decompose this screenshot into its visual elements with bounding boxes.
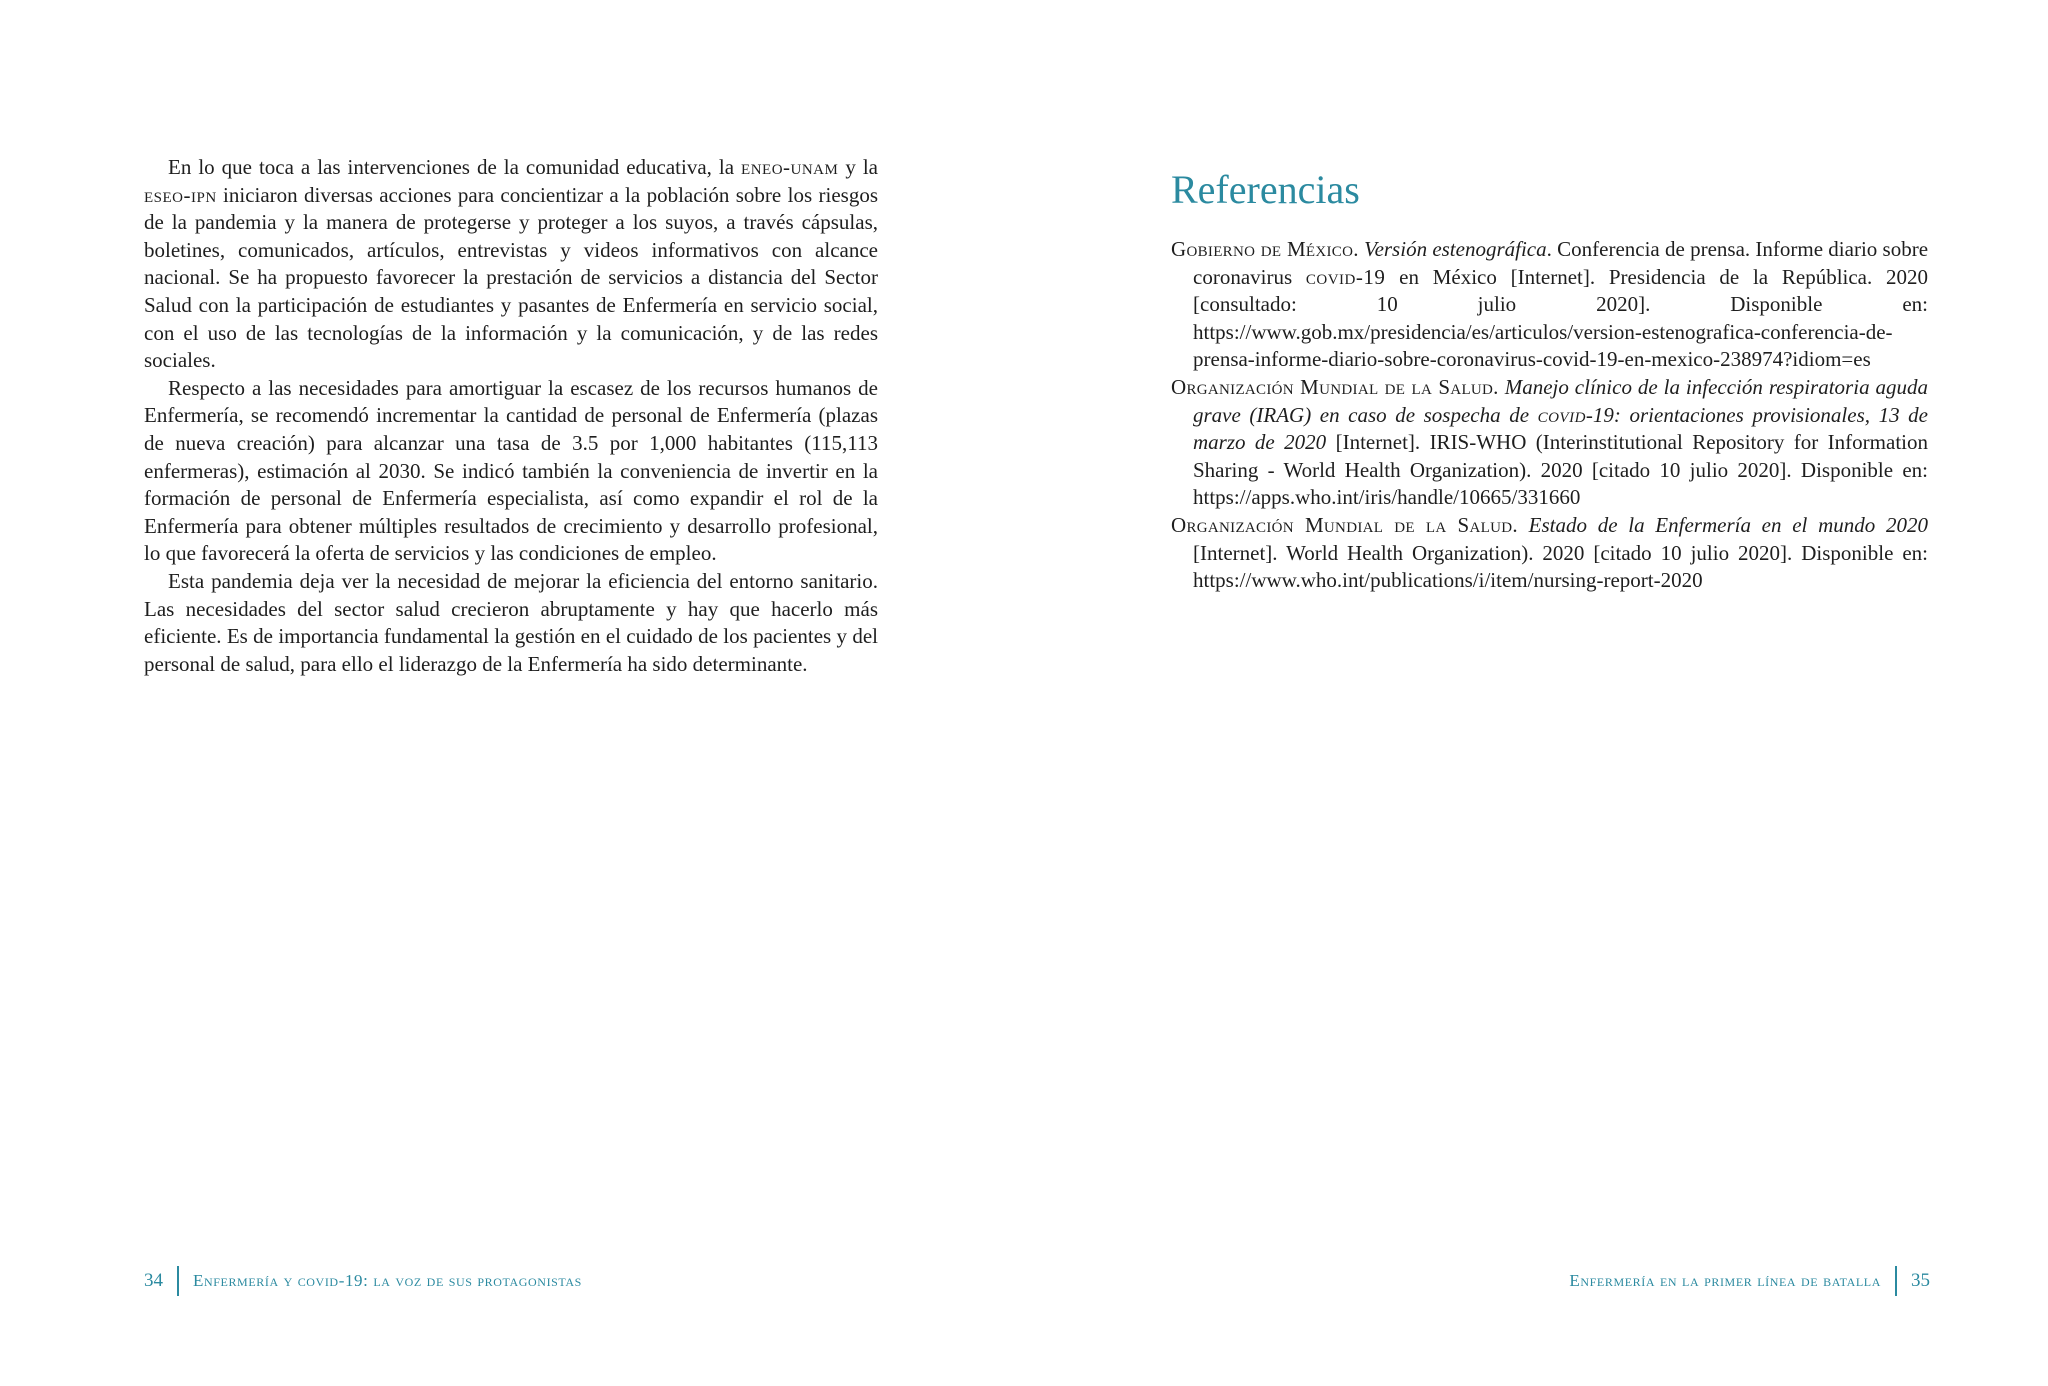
footer-divider: [177, 1266, 179, 1296]
running-head: Enfermería y covid-19: la voz de sus protagonistas: [193, 1271, 582, 1290]
footer-right: [1569, 1266, 1930, 1296]
reference-author: Gobierno de México.: [1171, 237, 1359, 261]
paragraph-2: Respecto a las necesidades para amortiguar la escasez de los recursos humanos de Enfermería, se recomendó incrementar la cantidad de personal de Enfermería (plazas de nueva creación) para alcanzar una tasa de 3.5 por 1,000 habitantes (115,113 enfermeras), estimación al 2030. Se indicó también la conveniencia de invertir en la formación de personal de Enfermería especialista, así como expandir el rol de la Enfermería para obtener múltiples resultados de crecimiento y desarrollo profesional, lo que favorecerá la oferta de servicios y las condiciones de empleo.: [144, 375, 878, 566]
paragraph-1: En lo que toca a las intervenciones de la comunidad educativa, la eneo-unam y la eseo-ipn iniciaron diversas acciones para concientizar a la población sobre los riesgos de la pandemia y la manera de protegerse y proteger a los suyos, a través cápsulas, boletines, comunicados, artículos, entrevistas y videos informativos con alcance nacional. Se ha propuesto favorecer la prestación de servicios a distancia del Sector Salud con la participación de estudiantes y pasantes de Enfermería en servicio social, con el uso de las tecnologías de la información y la comunicación, y de las redes sociales.: [144, 155, 878, 373]
reference-item: Organización Mundial de la Salud. Manejo clínico de la infección respiratoria aguda grave (IRAG) en caso de sospecha de covid-19: orientaciones provisionales, 13 de marzo de 2020 [Internet]. IRIS-WHO (Interinstitutional Repository for Information Sharing - World Health Organization). 2020 [citado 10 julio 2020]. Disponible en: https://apps.who.int/iris/handle/10665/331660: [1171, 374, 1929, 510]
reference-item: Organización Mundial de la Salud. Estado de la Enfermería en el mundo 2020 [Internet]. World Health Organization). 2020 [citado 10 julio 2020]. Disponible en: https://www.who.int/publications/i/item/nursing-report-2020: [1171, 512, 1929, 593]
running-head: Enfermería en la primer línea de batalla: [1569, 1271, 1881, 1290]
acronym-eseo-ipn: eseo-ipn: [144, 182, 217, 207]
page-number: 34: [144, 1270, 163, 1291]
footer-left: [144, 1266, 582, 1296]
reference-author: Organización Mundial de la Salud.: [1171, 374, 1499, 399]
reference-title: Versión estenográfica: [1364, 237, 1547, 261]
references-heading: Referencias: [1171, 167, 1360, 212]
reference-item: Gobierno de México. Versión estenográfica. Conferencia de prensa. Informe diario sobre coronavirus covid-19 en México [Internet]. Presidencia de la República. 2020 [consultado: 10 julio 2020]. Disponible en: https://www.gob.mx/presidencia/es/articulos/version-estenografica-conferencia-de-prensa-informe-diario-sobre-coronavirus-covid-19-en-mexico-238974?idiom=es: [1171, 237, 1929, 372]
body-text: [144, 154, 878, 678]
reference-title: Manejo clínico de la infección respiratoria aguda grave (IRAG) en caso de sospecha de covid-19: orientaciones provisionales, 13 de marzo de 2020: [1193, 374, 1929, 455]
references-list: [1171, 236, 1928, 595]
footer-divider: [1895, 1266, 1897, 1296]
reference-title: Estado de la Enfermería en el mundo 2020: [1528, 512, 1929, 537]
right-page: [1024, 0, 2048, 1386]
acronym-eneo-unam: eneo-unam: [741, 155, 839, 179]
reference-author: Organización Mundial de la Salud.: [1171, 512, 1518, 537]
page-number: 35: [1911, 1270, 1930, 1291]
paragraph-3: Esta pandemia deja ver la necesidad de mejorar la eficiencia del entorno sanitario. Las necesidades del sector salud crecieron abruptamente y hay que hacerlo más eficiente. Es de importancia fundamental la gestión en el cuidado de los pacientes y del personal de salud, para ello el liderazgo de la Enfermería ha sido determinante.: [144, 568, 878, 676]
